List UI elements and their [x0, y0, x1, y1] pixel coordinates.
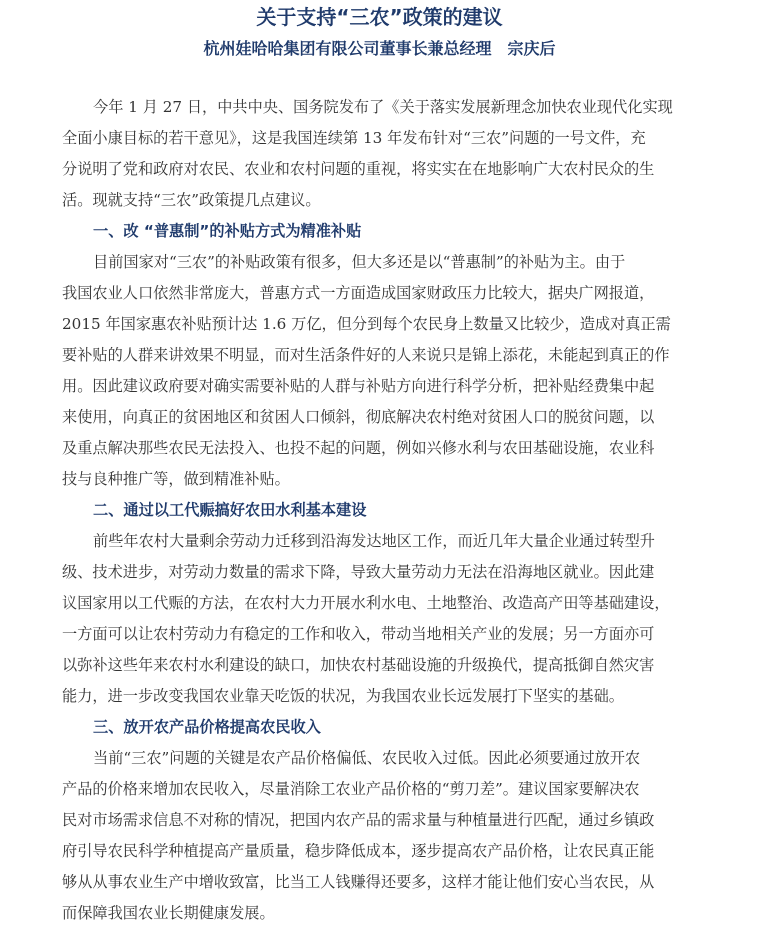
section-2-line: 级、技术进步，对劳动力数量的需求下降，导致大量劳动力无法在沿海地区就业。因此建	[62, 563, 655, 581]
section-1-line: 我国农业人口依然非常庞大，普惠方式一方面造成国家财政压力比较大，据央广网报道，	[62, 284, 655, 302]
section-1-line: 技与良种推广等，做到精准补贴。	[62, 470, 290, 488]
section-3-line: 够从从事农业生产中增收致富，比当工人钱赚得还要多，这样才能让他们安心当农民，从	[62, 873, 655, 891]
section-2-line: 能力，进一步改变我国农业靠天吃饭的状况，为我国农业长远发展打下坚实的基础。	[62, 687, 624, 705]
section-2-line: 前些年农村大量剩余劳动力迁移到沿海发达地区工作，而近几年大量企业通过转型升	[93, 532, 655, 550]
intro-line: 分说明了党和政府对农民、农业和农村问题的重视，将实实在在地影响广大农村民众的生	[62, 160, 655, 178]
section-heading-3: 三、放开农产品价格提高农民收入	[93, 718, 321, 736]
intro-line: 全面小康目标的若干意见》，这是我国连续第 13 年发布针对“三农”问题的一号文件，充	[62, 129, 646, 147]
section-3-line: 当前“三农”问题的关键是农产品价格偏低、农民收入过低。因此必须要通过放开农	[93, 749, 641, 767]
section-1-line: 2015 年国家惠农补贴预计达 1.6 万亿，但分到每个农民身上数量又比较少，造成对真正需	[62, 315, 671, 333]
section-2-line: 以弥补这些年来农村水利建设的缺口，加快农村基础设施的升级换代，提高抵御自然灾害	[62, 656, 655, 674]
section-3-line: 产品的价格来增加农民收入，尽量消除工农业产品价格的“剪刀差”。建议国家要解决农	[62, 780, 640, 798]
section-2-line: 议国家用以工代赈的方法，在农村大力开展水利水电、土地整治、改造高产田等基础建设，	[62, 594, 670, 612]
section-heading-1: 一、改 “普惠制”的补贴方式为精准补贴	[93, 222, 362, 240]
section-3-line: 而保障我国农业长期健康发展。	[62, 904, 275, 922]
document-author: 杭州娃哈哈集团有限公司董事长兼总经理 宗庆后	[203, 39, 556, 58]
intro-line: 今年 1 月 27 日，中共中央、国务院发布了《关于落实发展新理念加快农业现代化实现	[93, 98, 673, 116]
section-3-line: 府引导农民科学种植提高产量质量，稳步降低成本，逐步提高农产品价格，让农民真正能	[62, 842, 655, 860]
section-1-line: 目前国家对“三农”的补贴政策有很多，但大多还是以“普惠制”的补贴为主。由于	[93, 253, 626, 271]
section-3-line: 民对市场需求信息不对称的情况，把国内农产品的需求量与种植量进行匹配，通过乡镇政	[62, 811, 655, 829]
section-heading-2: 二、通过以工代赈搞好农田水利基本建设	[93, 501, 367, 519]
section-1-line: 用。因此建议政府要对确实需要补贴的人群与补贴方向进行科学分析，把补贴经费集中起	[62, 377, 655, 395]
section-1-line: 及重点解决那些农民无法投入、也投不起的问题，例如兴修水利与农田基础设施，农业科	[62, 439, 655, 457]
section-1-line: 要补贴的人群来讲效果不明显，而对生活条件好的人来说只是锦上添花，未能起到真正的作	[62, 346, 670, 364]
section-2-line: 一方面可以让农村劳动力有稳定的工作和收入，带动当地相关产业的发展；另一方面亦可	[62, 625, 655, 643]
document-body	[62, 92, 702, 929]
document-title: 关于支持“三农”政策的建议	[256, 5, 503, 29]
section-1-line: 来使用，向真正的贫困地区和贫困人口倾斜，彻底解决农村绝对贫困人口的脱贫问题，以	[62, 408, 655, 426]
intro-line: 活。现就支持“三农”政策提几点建议。	[62, 191, 321, 209]
